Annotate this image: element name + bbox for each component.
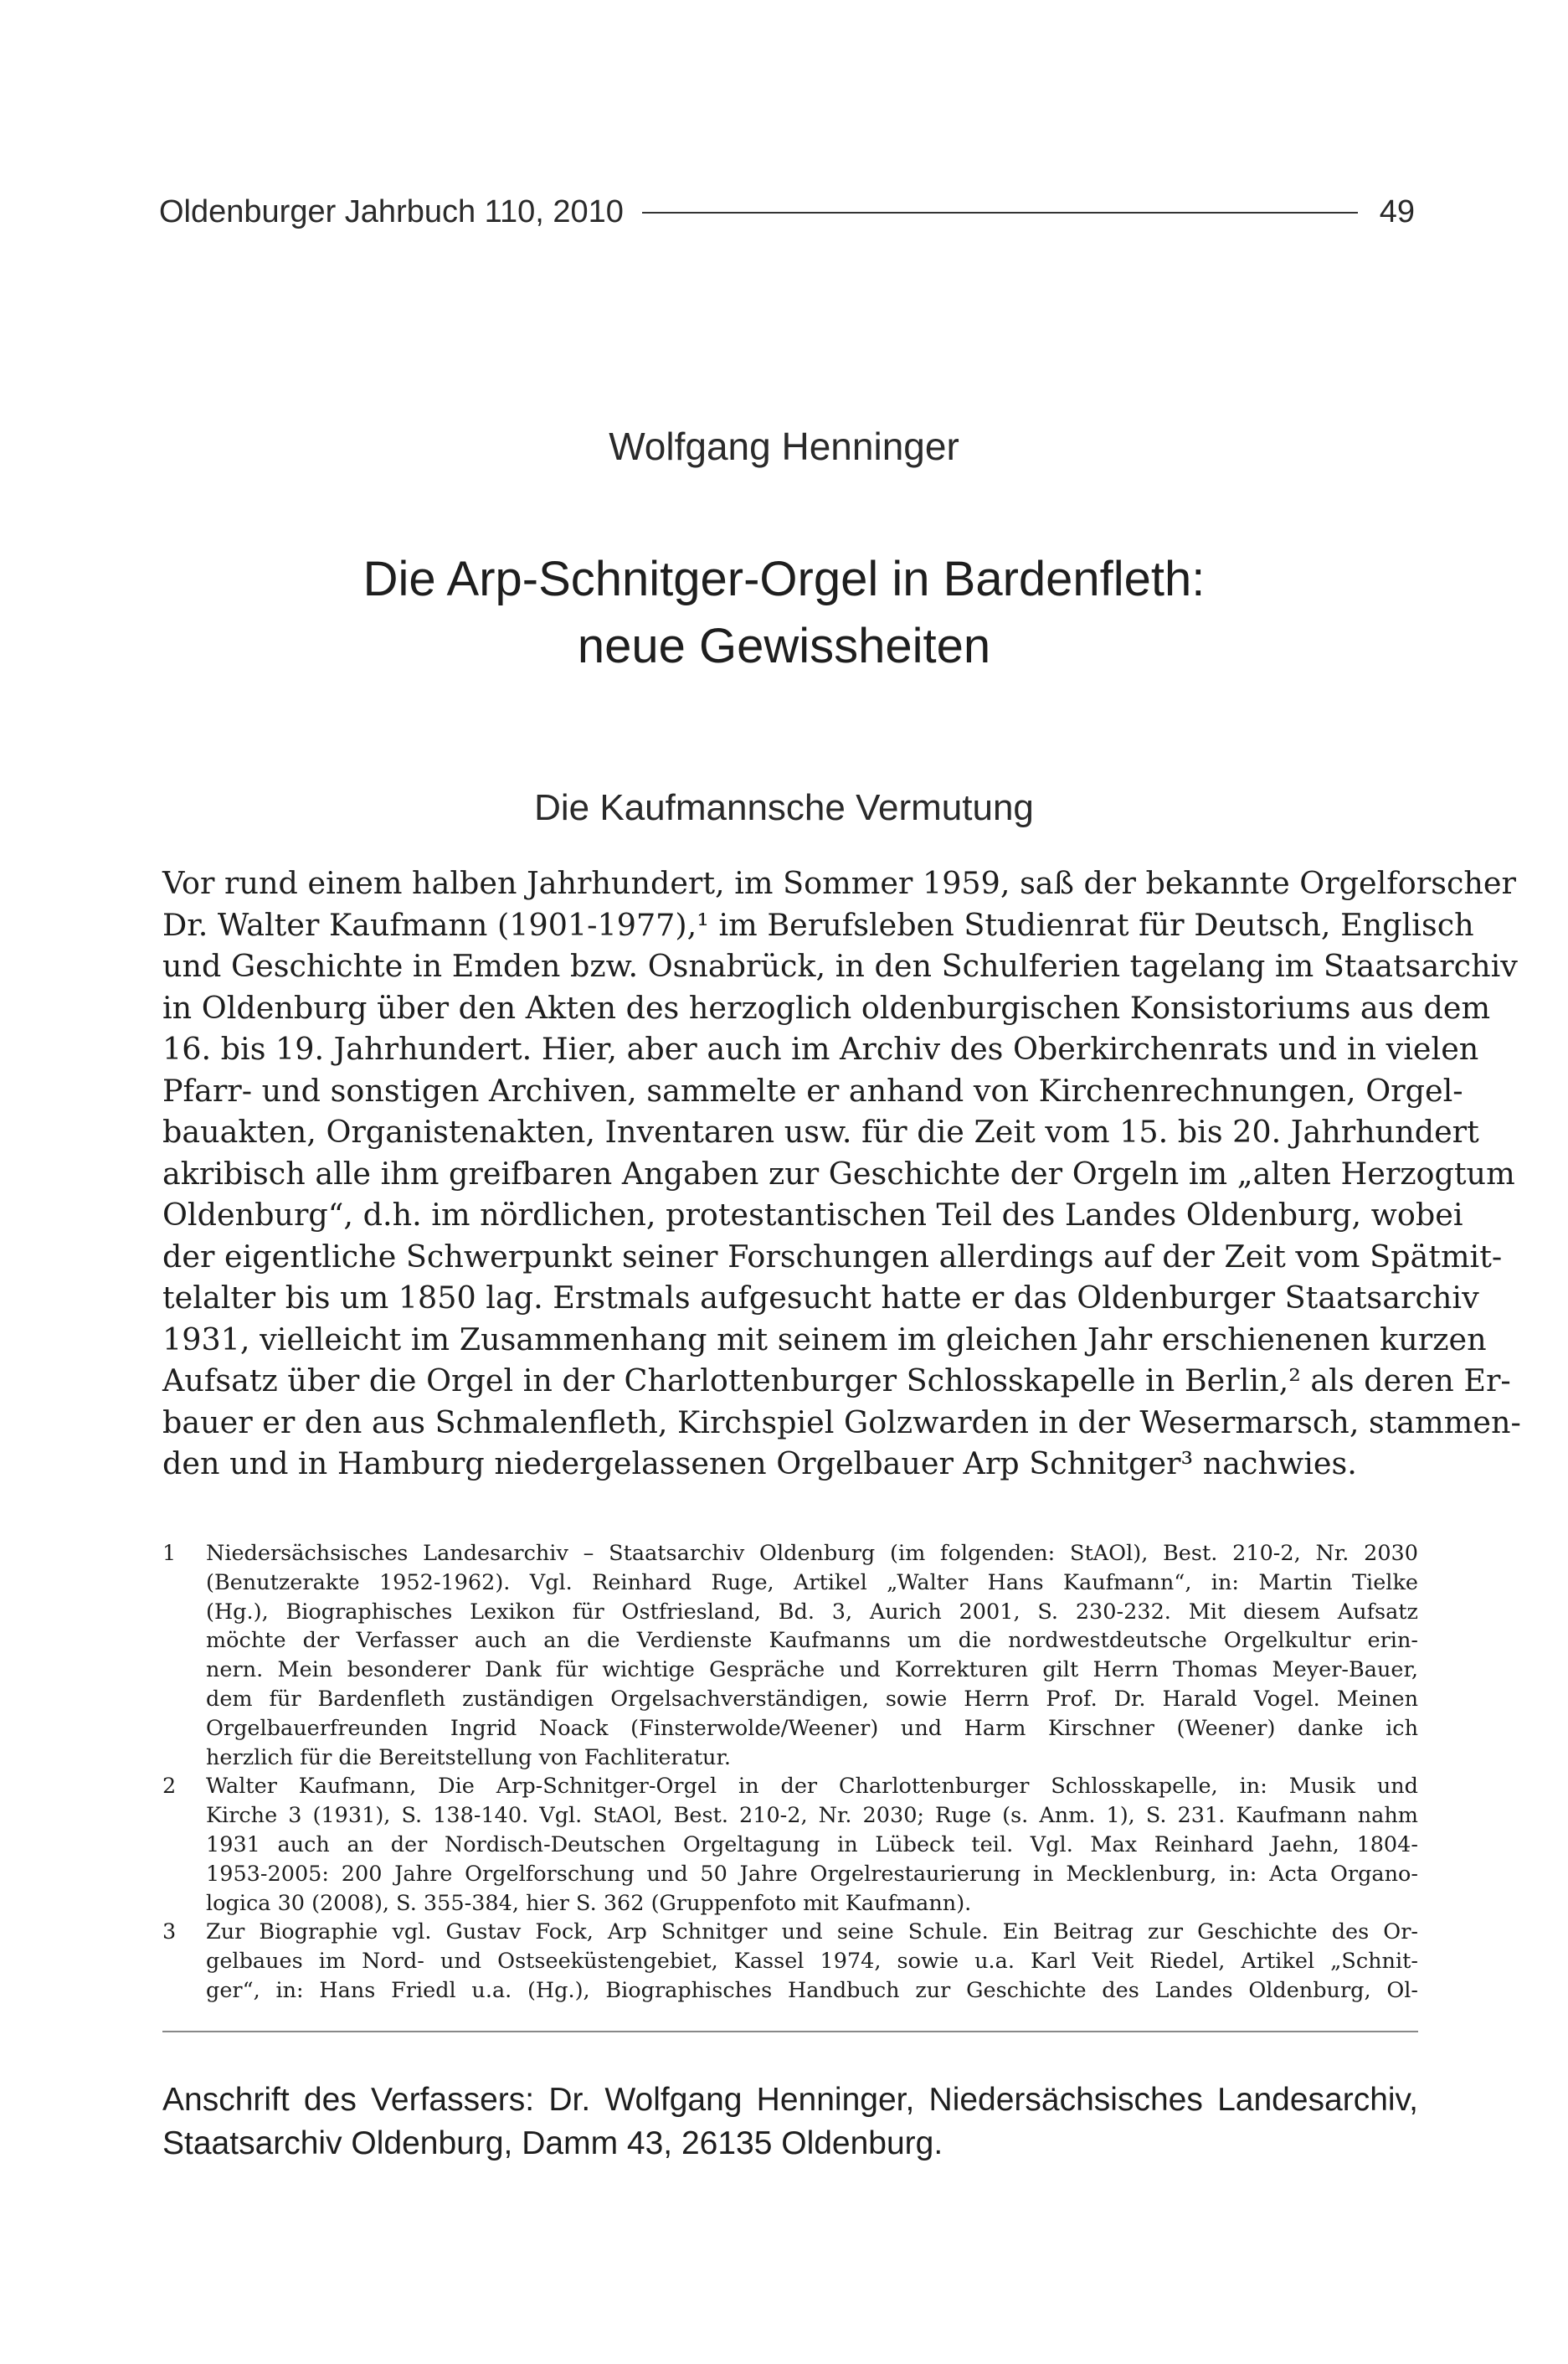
footnote-number: 2 <box>162 1774 177 1800</box>
address-divider <box>162 2031 1418 2032</box>
body-line: den und in Hamburg niedergelassenen Orgelbauer Arp Schnitger³ nachwies. <box>162 1445 1357 1481</box>
page-number: 49 <box>1379 194 1415 229</box>
article-title <box>0 546 1568 680</box>
section-heading: Die Kaufmannsche Vermutung <box>534 787 1034 828</box>
address-line: Anschrift des Verfassers: Dr. Wolfgang Henninger, Niedersächsisches Landesarchiv, <box>162 2082 1418 2118</box>
body-line: Pfarr- und sonstigen Archiven, sammelte er anhand von Kirchenrechnungen, Orgel- <box>162 1072 1463 1109</box>
footnote-line: Zur Biographie vgl. Gustav Fock, Arp Schnitger und seine Schule. Ein Beitrag zur Geschichte des Or- <box>206 1919 1418 1945</box>
body-line: Vor rund einem halben Jahrhundert, im Sommer 1959, saß der bekannte Orgelforscher <box>162 865 1516 901</box>
footnote-line: logica 30 (2008), S. 355-384, hier S. 362 (Gruppenfoto mit Kaufmann). <box>206 1890 972 1916</box>
article-author: Wolfgang Henninger <box>609 425 959 468</box>
running-head <box>159 194 1415 230</box>
footnote-line: nern. Mein besonderer Dank für wichtige Gespräche und Korrekturen gilt Herrn Thomas Meyer-Bauer, <box>206 1657 1418 1683</box>
footnote-number: 1 <box>162 1541 177 1566</box>
footnote-line: dem für Bardenfleth zuständigen Orgelsachverständigen, sowie Herrn Prof. Dr. Harald Vogel. Meinen <box>206 1686 1418 1712</box>
body-line: Oldenburg“, d.h. im nördlichen, protestantischen Teil des Landes Oldenburg, wobei <box>162 1197 1463 1233</box>
header-rule <box>642 212 1358 214</box>
footnote-line: (Benutzerakte 1952-1962). Vgl. Reinhard Ruge, Artikel „Walter Hans Kaufmann“, in: Martin Tielke <box>206 1569 1418 1595</box>
footnote-line: ger“, in: Hans Friedl u.a. (Hg.), Biographisches Handbuch zur Geschichte des Landes Oldenburg, Ol- <box>206 1977 1418 2003</box>
body-line: in Oldenburg über den Akten des herzoglich oldenburgischen Konsistoriums aus dem <box>162 989 1491 1026</box>
body-line: 16. bis 19. Jahrhundert. Hier, aber auch im Archiv des Oberkirchenrats und in vielen <box>162 1031 1479 1067</box>
footnotes <box>162 1539 1418 2006</box>
footnote-line: Kirche 3 (1931), S. 138-140. Vgl. StAOl, Best. 210-2, Nr. 2030; Ruge (s. Anm. 1), S. 231. Kaufmann nahm <box>206 1803 1418 1829</box>
body-line: Aufsatz über die Orgel in der Charlottenburger Schlosskapelle in Berlin,² als deren Er- <box>162 1362 1511 1398</box>
footnote <box>162 1772 1418 1918</box>
body-line: 1931, vielleicht im Zusammenhang mit seinem im gleichen Jahr erschienenen kurzen <box>162 1321 1487 1357</box>
footnote-line: Orgelbauerfreunden Ingrid Noack (Finsterwolde/Weener) und Harm Kirschner (Weener) danke ich <box>206 1715 1418 1741</box>
body-paragraph <box>162 863 1521 1485</box>
footnote-line: (Hg.), Biographisches Lexikon für Ostfriesland, Bd. 3, Aurich 2001, S. 230-232. Mit diesem Aufsatz <box>206 1599 1418 1625</box>
body-line: telalter bis um 1850 lag. Erstmals aufgesucht hatte er das Oldenburger Staatsarchiv <box>162 1280 1479 1316</box>
title-line: Die Arp-Schnitger-Orgel in Bardenfleth: <box>362 552 1206 606</box>
body-line: und Geschichte in Emden bzw. Osnabrück, in den Schulferien tagelang im Staatsarchiv <box>162 948 1518 984</box>
author-address <box>162 2078 1418 2166</box>
title-line: neue Gewissheiten <box>577 619 991 673</box>
footnote-line: Walter Kaufmann, Die Arp-Schnitger-Orgel in der Charlottenburger Schlosskapelle, in: Musik und <box>206 1774 1418 1800</box>
body-line: der eigentliche Schwerpunkt seiner Forschungen allerdings auf der Zeit vom Spätmit- <box>162 1238 1503 1275</box>
body-line: akribisch alle ihm greifbaren Angaben zur Geschichte der Orgeln im „alten Herzogtum <box>162 1155 1515 1192</box>
footnote-line: 1931 auch an der Nordisch-Deutschen Orgeltagung in Lübeck teil. Vgl. Max Reinhard Jaehn, 1804- <box>206 1831 1418 1857</box>
footnote-line: möchte der Verfasser auch an die Verdienste Kaufmanns um die nordwestdeutsche Orgelkultur erin- <box>206 1628 1418 1654</box>
footnote-line: Niedersächsisches Landesarchiv – Staatsarchiv Oldenburg (im folgenden: StAOl), Best. 210-2, Nr. 2030 <box>206 1541 1418 1566</box>
body-line: bauer er den aus Schmalenfleth, Kirchspiel Golzwarden in der Wesermarsch, stammen- <box>162 1403 1521 1440</box>
footnote-line: herzlich für die Bereitstellung von Fachliteratur. <box>206 1744 731 1770</box>
footnote-line: gelbaues im Nord- und Ostseeküstengebiet, Kassel 1974, sowie u.a. Karl Veit Riedel, Artikel „Schnit- <box>206 1949 1418 1975</box>
journal-title: Oldenburger Jahrbuch 110, 2010 <box>159 194 624 229</box>
body-line: Dr. Walter Kaufmann (1901-1977),¹ im Berufsleben Studienrat für Deutsch, Englisch <box>162 906 1474 943</box>
address-line: Staatsarchiv Oldenburg, Damm 43, 26135 Oldenburg. <box>162 2125 943 2161</box>
footnote-line: 1953-2005: 200 Jahre Orgelforschung und 50 Jahre Orgelrestaurierung in Mecklenburg, in: Acta Organo- <box>206 1861 1418 1887</box>
footnote <box>162 1539 1418 1772</box>
body-line: bauakten, Organistenakten, Inventaren usw. für die Zeit vom 15. bis 20. Jahrhundert <box>162 1114 1479 1150</box>
footnote <box>162 1918 1418 2005</box>
footnote-number: 3 <box>162 1919 177 1945</box>
